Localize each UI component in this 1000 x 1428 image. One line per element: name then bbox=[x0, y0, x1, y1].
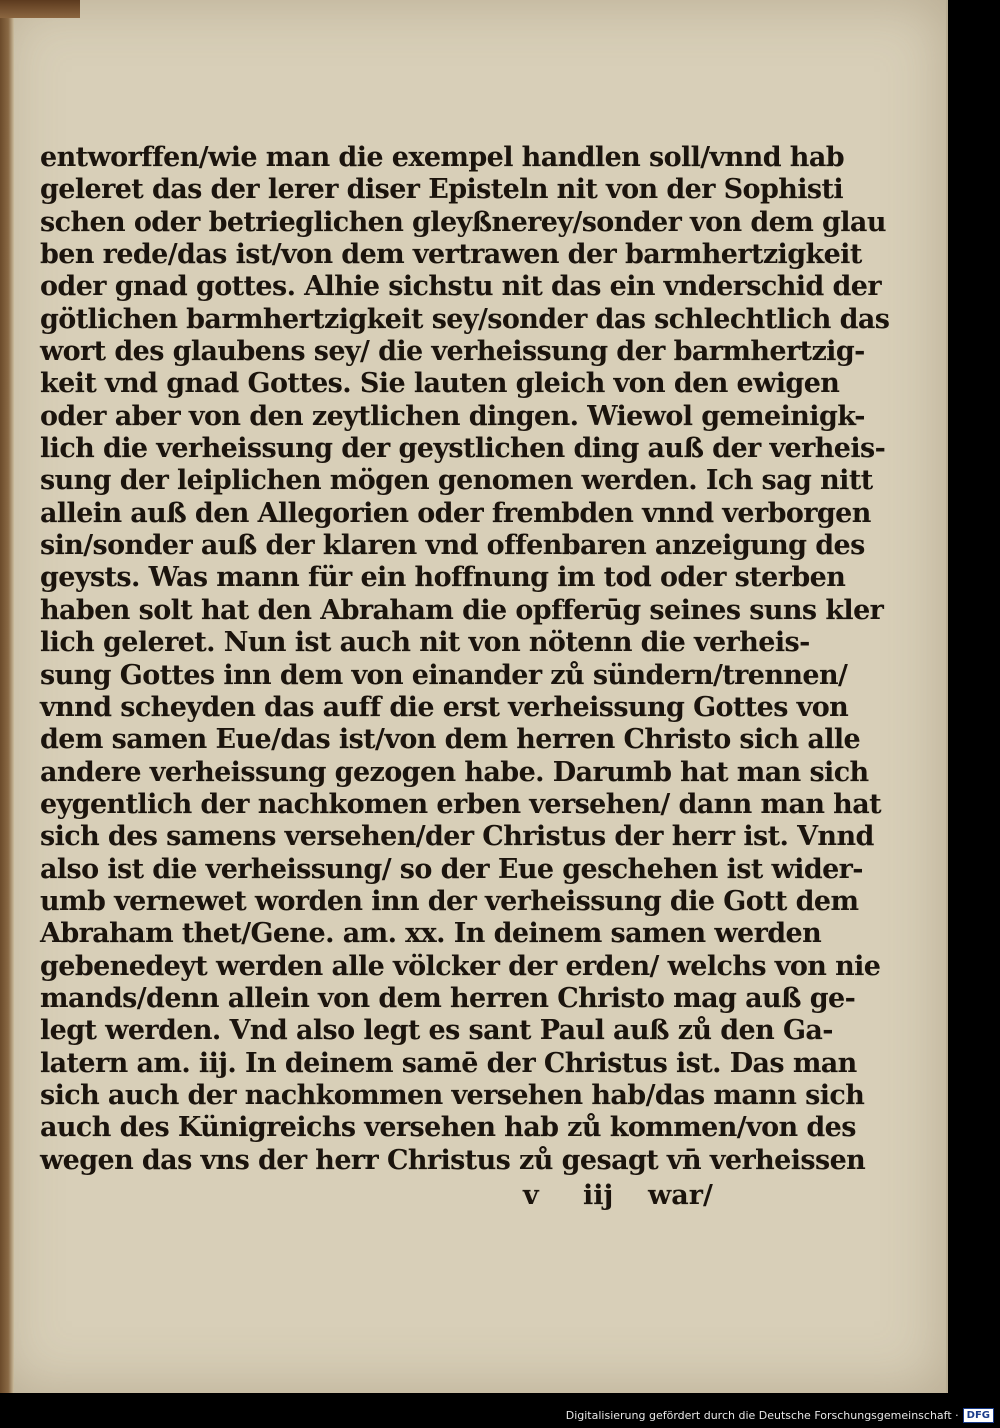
text-line: andere verheissung gezogen habe. Darumb hat man sich bbox=[40, 756, 869, 788]
text-line: schen oder betrieglichen gleyßnerey/sonder von dem glau bbox=[40, 206, 886, 238]
text-line: geysts. Was mann für ein hoffnung im tod oder sterben bbox=[40, 562, 846, 594]
text-line: sung der leiplichen mögen genomen werden. Ich sag nitt bbox=[40, 465, 873, 497]
text-line: götlichen barmhertzigkeit sey/sonder das schlechtlich das bbox=[40, 303, 890, 335]
catchword: war/ bbox=[648, 1180, 713, 1211]
text-line: ben rede/das ist/von dem vertrawen der barmhertzigkeit bbox=[40, 239, 862, 271]
footer-credit: Digitalisierung gefördert durch die Deutsche Forschungsgemeinschaft · bbox=[565, 1409, 959, 1422]
text-line: keit vnd gnad Gottes. Sie lauten gleich von den ewigen bbox=[40, 368, 840, 400]
text-line: sich auch der nachkommen versehen hab/das mann sich bbox=[40, 1079, 865, 1111]
text-line: auch des Künigreichs versehen hab zů kommen/von des bbox=[40, 1112, 856, 1144]
text-line: allein auß den Allegorien oder frembden vnnd verborgen bbox=[40, 497, 871, 529]
dfg-logo: DFG bbox=[963, 1408, 994, 1423]
text-line: sich des samens versehen/der Christus der herr ist. Vnnd bbox=[40, 821, 874, 853]
text-line: sin/sonder auß der klaren vnd offenbaren anzeigung des bbox=[40, 530, 865, 562]
text-line: oder aber von den zeytlichen dingen. Wiewol gemeinigk- bbox=[40, 400, 865, 432]
text-line: oder gnad gottes. Alhie sichstu nit das ein vnderschid der bbox=[40, 271, 881, 303]
text-line: mands/denn allein von dem herren Christo mag auß ge- bbox=[40, 982, 856, 1014]
text-block bbox=[40, 142, 890, 1177]
text-line: Abraham thet/Gene. am. xx. In deinem samen werden bbox=[40, 918, 822, 950]
text-line: wort des glaubens sey/ die verheissung der barmhertzig- bbox=[40, 336, 865, 368]
text-line: lich die verheissung der geystlichen ding auß der verheis- bbox=[40, 433, 886, 465]
signature-letter: v bbox=[523, 1180, 539, 1211]
text-line: sung Gottes inn dem von einander zů sündern/trennen/ bbox=[40, 659, 848, 691]
text-line: wegen das vns der herr Christus zů gesagt vn̄ verheissen bbox=[40, 1144, 866, 1176]
text-line: entworffen/wie man die exempel handlen soll/vnnd hab bbox=[40, 142, 844, 173]
signature-number: iij bbox=[583, 1180, 614, 1211]
text-line: gebenedeyt werden alle völcker der erden/ welchs von nie bbox=[40, 950, 881, 982]
binding-corner bbox=[0, 0, 80, 18]
binding-spine bbox=[0, 0, 14, 1393]
text-line: haben solt hat den Abraham die opfferūg seines suns kler bbox=[40, 594, 884, 626]
footer bbox=[566, 1408, 994, 1423]
text-line: legt werden. Vnd also legt es sant Paul auß zů den Ga- bbox=[40, 1015, 833, 1047]
text-line: latern am. iij. In deinem samē der Christus ist. Das man bbox=[40, 1047, 857, 1079]
text-line: dem samen Eue/das ist/von dem herren Christo sich alle bbox=[40, 724, 861, 756]
text-line: lich geleret. Nun ist auch nit von nötenn die verheis- bbox=[40, 627, 810, 659]
text-line: eygentlich der nachkomen erben versehen/ dann man hat bbox=[40, 788, 881, 820]
text-line: also ist die verheissung/ so der Eue geschehen ist wider- bbox=[40, 853, 863, 885]
text-line: vnnd scheyden das auff die erst verheissung Gottes von bbox=[40, 691, 849, 723]
text-line: geleret das der lerer diser Episteln nit von der Sophisti bbox=[40, 174, 844, 206]
text-line: umb vernewet worden inn der verheissung die Gott dem bbox=[40, 885, 859, 917]
